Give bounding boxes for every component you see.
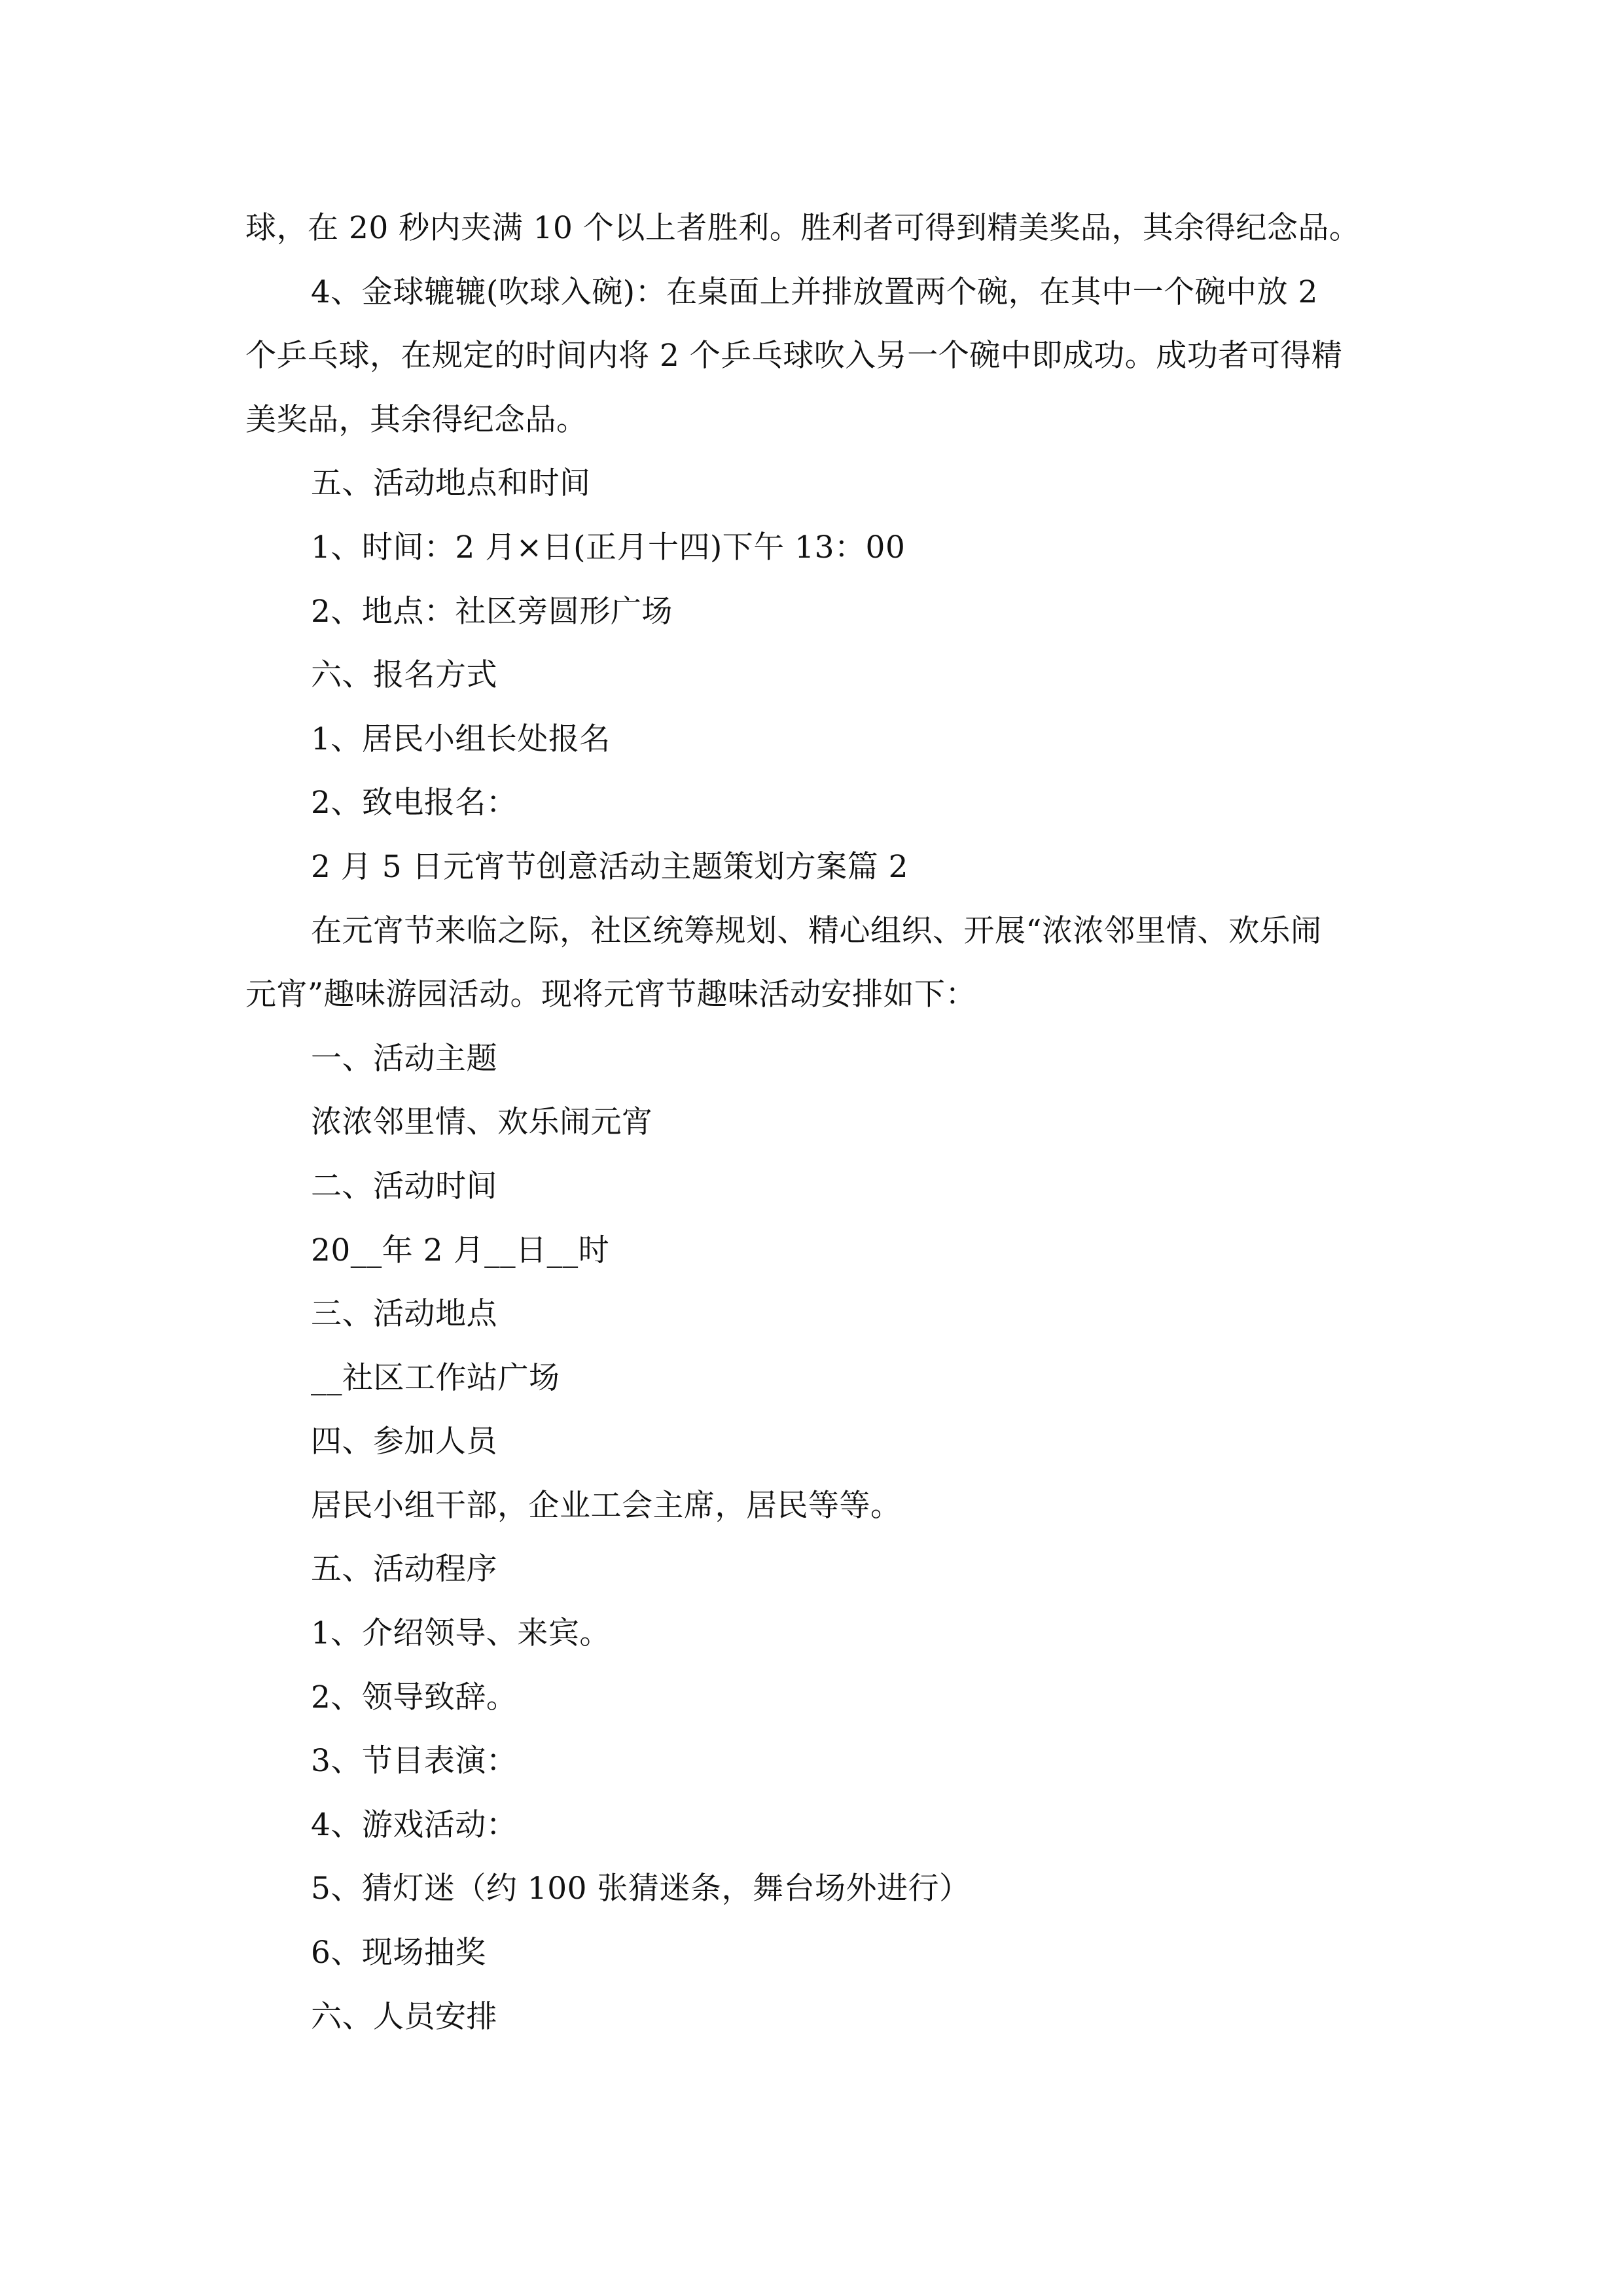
text-line: 6、现场抽奖 — [311, 1935, 486, 1971]
text-line: 2、领导致辞。 — [311, 1679, 518, 1715]
text-line: 4、游戏活动： — [311, 1806, 518, 1843]
text-line: 居民小组干部，企业工会主席，居民等等。 — [311, 1487, 902, 1524]
text-line: 球，在 20 秒内夹满 10 个以上者胜利。胜利者可得到精美奖品，其余得纪念品。 — [245, 210, 1361, 246]
text-line: 5、猜灯迷（约 100 张猜迷条，舞台场外进行） — [311, 1871, 971, 1907]
document-body — [245, 196, 1397, 2049]
text-line: 四、参加人员 — [311, 1424, 497, 1460]
text-line: 美奖品，其余得纪念品。 — [245, 401, 588, 438]
text-line: 20__年 2 月__日__时 — [311, 1232, 610, 1268]
text-line: 1、时间：2 月×日(正月十四)下午 13：00 — [311, 529, 906, 565]
text-line: 六、人员安排 — [311, 1998, 497, 2035]
text-line: 元宵”趣味游园活动。现将元宵节趣味活动安排如下： — [245, 977, 977, 1013]
text-line: 六、报名方式 — [311, 657, 497, 694]
text-line: 2、地点：社区旁圆形广场 — [311, 593, 673, 630]
text-line: 三、活动地点 — [311, 1296, 497, 1333]
text-line: 1、居民小组长处报名 — [311, 721, 611, 757]
text-line: 3、节目表演： — [311, 1743, 518, 1780]
text-line: 浓浓邻里情、欢乐闹元宵 — [311, 1104, 653, 1141]
text-line: 1、介绍领导、来宾。 — [311, 1615, 611, 1652]
text-line: 2、致电报名： — [311, 785, 518, 821]
text-line: __社区工作站广场 — [311, 1359, 560, 1396]
text-line: 五、活动程序 — [311, 1551, 497, 1588]
text-line: 五、活动地点和时间 — [311, 465, 591, 502]
text-line: 2 月 5 日元宵节创意活动主题策划方案篇 2 — [311, 848, 908, 885]
text-line: 一、活动主题 — [311, 1040, 497, 1077]
text-line: 二、活动时间 — [311, 1168, 497, 1204]
text-line: 个乒乓球，在规定的时间内将 2 个乒乓球吹入另一个碗中即成功。成功者可得精 — [245, 338, 1343, 374]
text-line: 4、金球辘辘(吹球入碗)：在桌面上并排放置两个碗，在其中一个碗中放 2 — [311, 274, 1318, 310]
text-line: 在元宵节来临之际，社区统筹规划、精心组织、开展“浓浓邻里情、欢乐闹 — [311, 912, 1322, 949]
